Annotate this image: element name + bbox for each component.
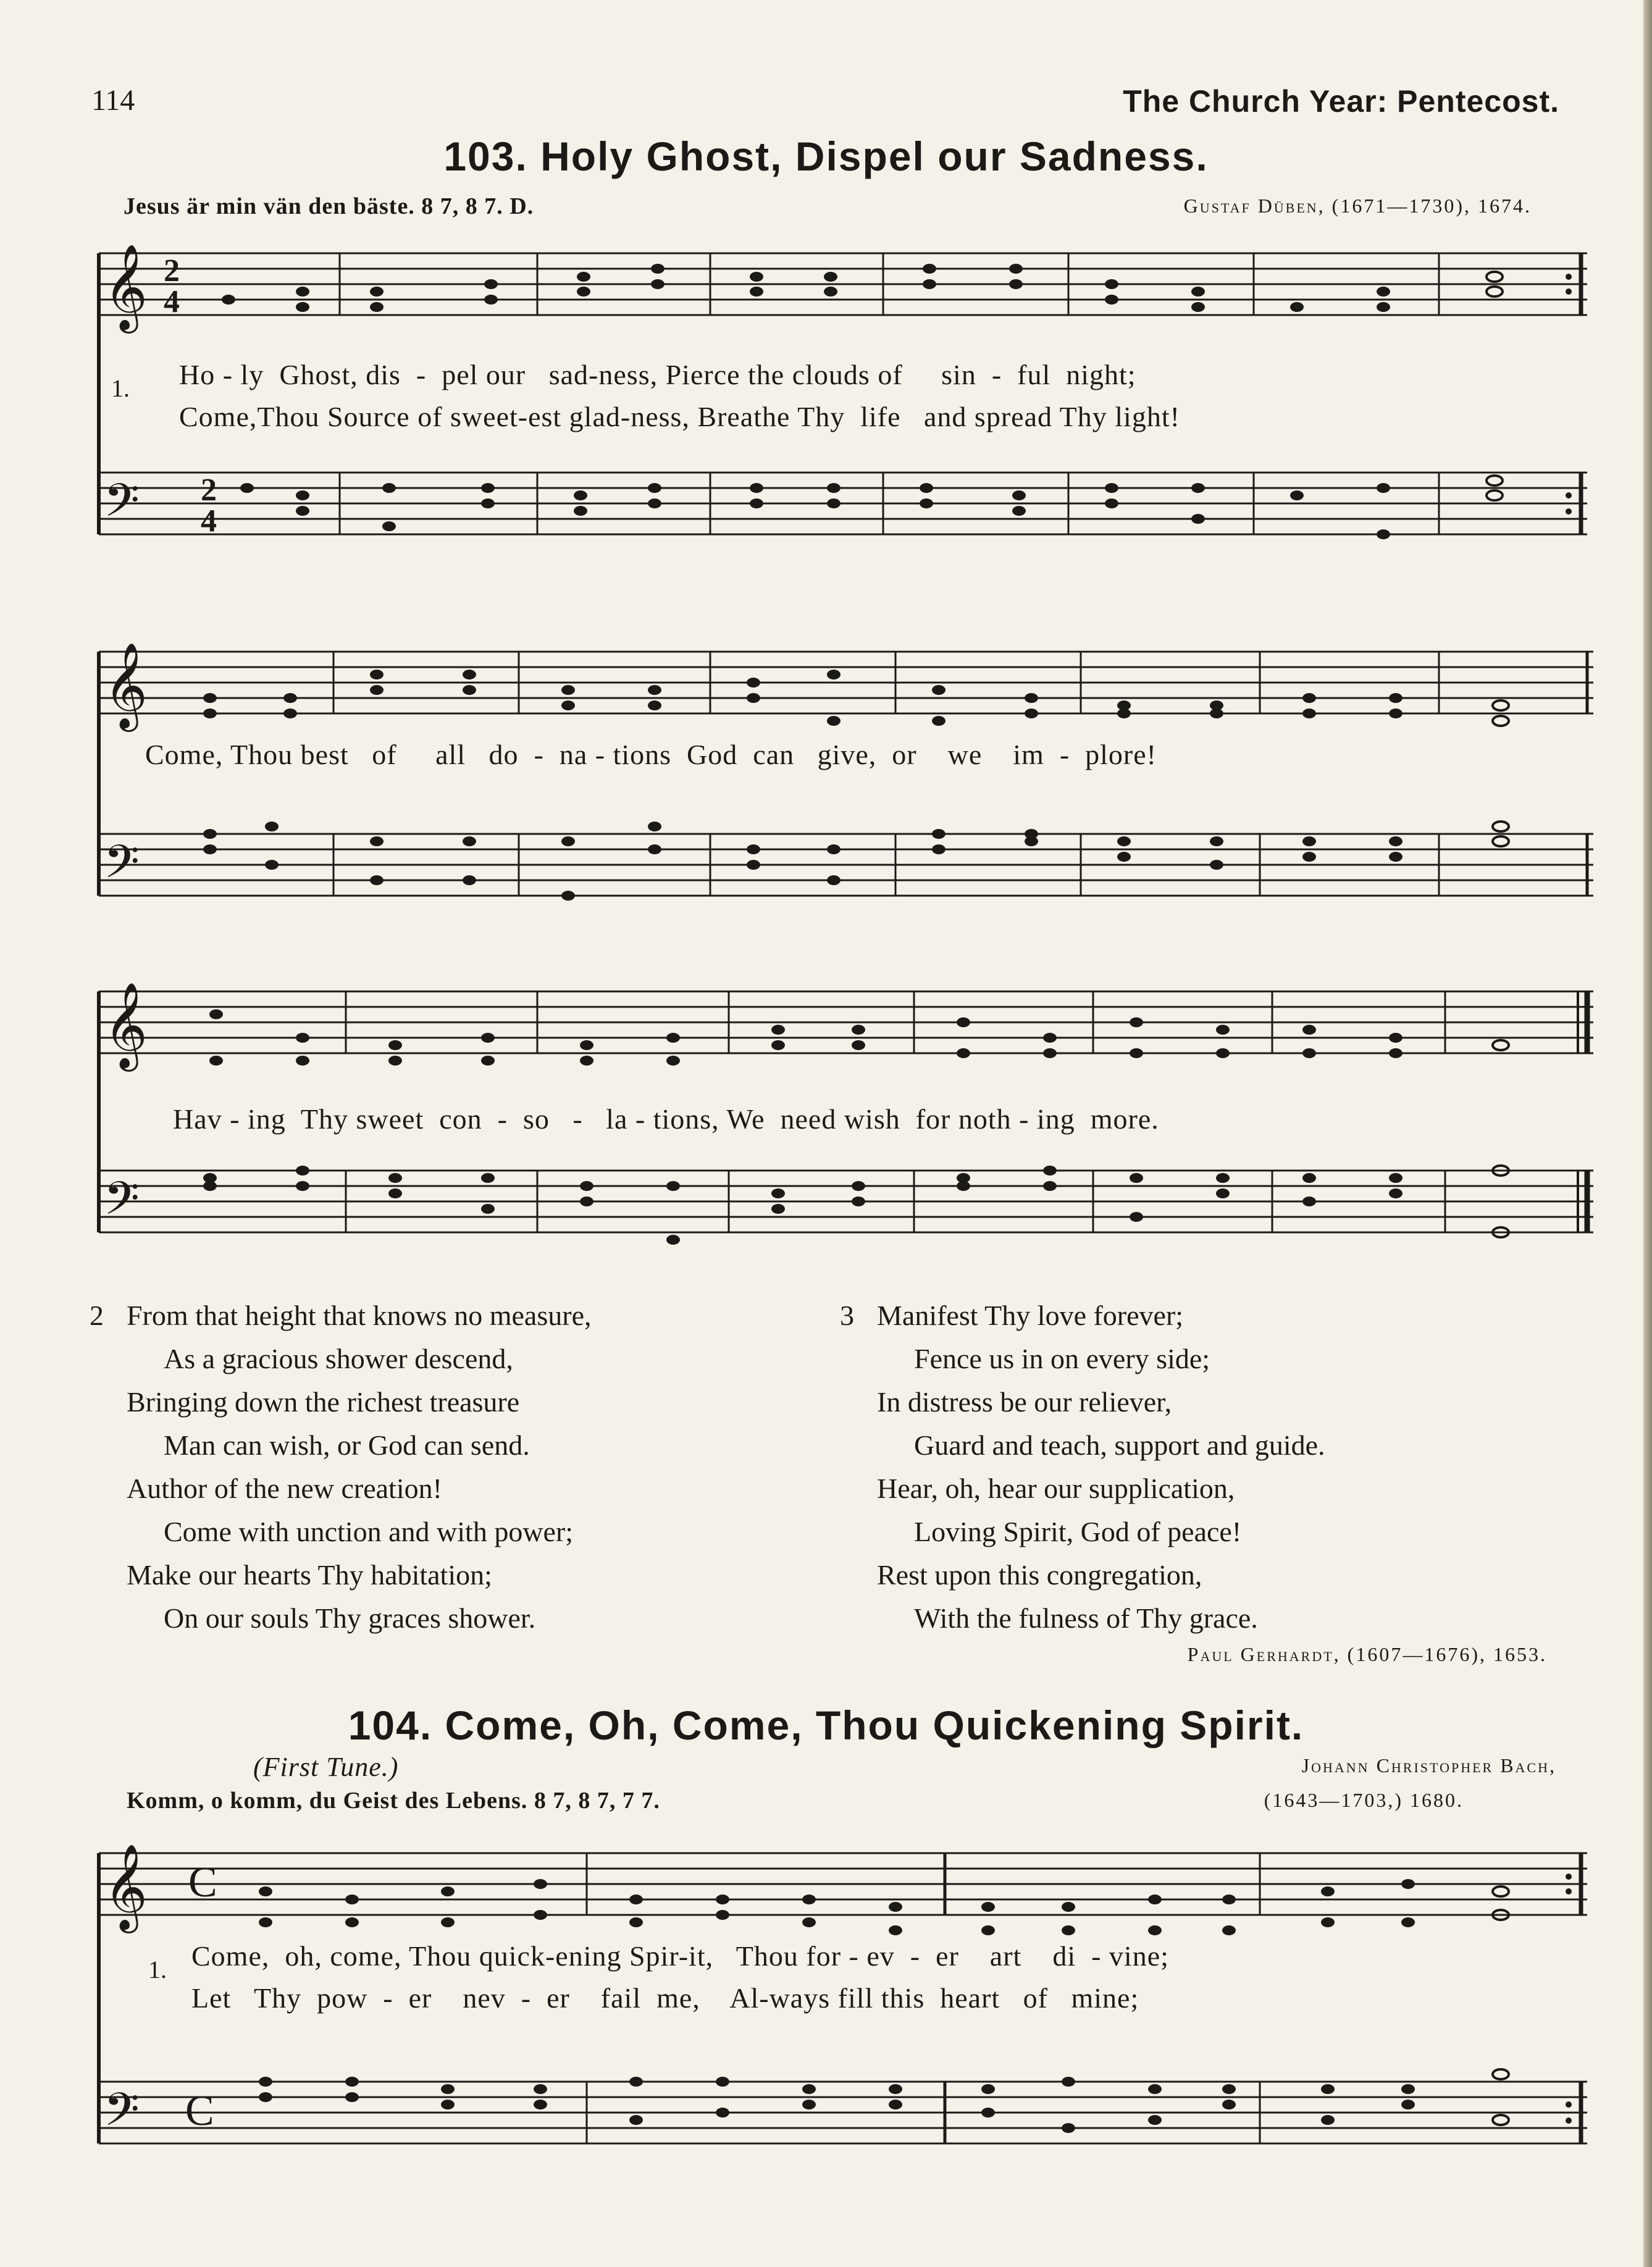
svg-text:2: 2 [201, 473, 217, 508]
stanza-2-line: Make our hearts Thy habitation; [127, 1559, 492, 1591]
stanza-3-line: Rest upon this congregation, [877, 1559, 1202, 1591]
stanza-3-number: 3 [840, 1300, 854, 1331]
svg-text:4: 4 [164, 284, 180, 319]
hymn-103-composer: Gustaf Düben, (1671—1730), 1674. [1183, 195, 1532, 217]
hymn-103-stanza-3 [840, 1294, 1325, 1640]
stanza-3-line: Guard and teach, support and guide. [914, 1429, 1325, 1461]
page-number: 114 [91, 84, 135, 117]
hymn-104-verse-number: 1. [148, 1956, 167, 1983]
hymn-104-tune: Komm, o komm, du Geist des Lebens. 8 7, 8 7, 7 7. [127, 1788, 660, 1814]
music-system-4 [86, 1828, 1593, 2174]
treble-notes [222, 264, 1503, 312]
hymn-103-verse-number: 1. [111, 374, 130, 402]
svg-text:𝄢: 𝄢 [104, 474, 140, 539]
hymn-103-tune: Jesus är min vän den bäste. 8 7, 8 7. D. [124, 193, 534, 219]
svg-text:4: 4 [201, 503, 217, 539]
hymn-104-title: 104. Come, Oh, Come, Thou Quickening Spirit. [348, 1702, 1304, 1748]
svg-text:C: C [185, 2087, 214, 2135]
staff-system-2 [86, 624, 1593, 970]
svg-text:𝄞: 𝄞 [104, 642, 148, 728]
svg-text:𝄢: 𝄢 [104, 2083, 140, 2148]
bass-notes [240, 476, 1503, 539]
stanza-3-line: Loving Spirit, God of peace! [914, 1516, 1242, 1547]
running-head: The Church Year: Pentecost. [1123, 84, 1559, 119]
hymn-103-lyric-line-2: Come,Thou Source of sweet-est glad-ness, Breathe Thy life and spread Thy light! [179, 401, 1180, 432]
stanza-2-line: Bringing down the richest treasure [127, 1386, 520, 1418]
stanza-2-line: Man can wish, or God can send. [164, 1429, 530, 1461]
hymn-103-lyric-line-3: Come, Thou best of all do - na - tions God can give, or we im - plore! [145, 739, 1157, 770]
hymn-103-title: 103. Holy Ghost, Dispel our Sadness. [443, 133, 1209, 179]
stanza-2-line: Come with unction and with power; [164, 1516, 574, 1547]
hymn-103-lyric-line-4: Hav - ing Thy sweet con - so - la - tions, We need wish for noth - ing more. [173, 1103, 1159, 1135]
stanza-2-line: From that height that knows no measure, [127, 1300, 592, 1331]
stanza-3-line: Fence us in on every side; [914, 1343, 1210, 1374]
stanza-3-line: Hear, oh, hear our supplication, [877, 1473, 1235, 1504]
stanza-3-line: In distress be our reliever, [877, 1386, 1172, 1418]
stanza-2-number: 2 [90, 1300, 104, 1331]
svg-text:C: C [188, 1859, 217, 1906]
page-edge [1643, 0, 1652, 2267]
staff-system-3 [86, 964, 1593, 1310]
hymn-104-composer-name: Johann Christopher Bach, [1301, 1754, 1556, 1777]
stanza-2-line: Author of the new creation! [127, 1473, 442, 1504]
stanza-3-line: With the fulness of Thy grace. [914, 1602, 1258, 1634]
svg-text:𝄢: 𝄢 [104, 835, 140, 900]
hymn-103-lyric-line-1: Ho - ly Ghost, dis - pel our sad-ness, Pierce the clouds of sin - ful night; [179, 359, 1136, 390]
svg-text:𝄢: 𝄢 [104, 1172, 140, 1237]
stanza-3-line: Manifest Thy love forever; [877, 1300, 1184, 1331]
hymn-104-subtitle: (First Tune.) [253, 1752, 399, 1782]
music-system-1 [86, 235, 1593, 581]
svg-text:𝄞: 𝄞 [104, 1844, 148, 1930]
hymn-103-stanza-2 [90, 1294, 592, 1640]
svg-text:𝄞: 𝄞 [104, 982, 148, 1068]
stanza-2-line: As a gracious shower descend, [164, 1343, 513, 1374]
stanza-2-line: On our souls Thy graces shower. [164, 1602, 536, 1634]
music-system-3 [86, 964, 1593, 1310]
hymn-103-author: Paul Gerhardt, (1607—1676), 1653. [1187, 1643, 1547, 1665]
hymn-104-lyric-line-2: Let Thy pow - er nev - er fail me, Al-ways fill this heart of mine; [191, 1982, 1139, 2014]
svg-text:𝄞: 𝄞 [104, 244, 148, 330]
svg-text:2: 2 [164, 253, 180, 288]
hymn-104-composer-dates: (1643—1703,) 1680. [1264, 1789, 1464, 1811]
hymn-104-lyric-line-1: Come, oh, come, Thou quick-ening Spir-it, Thou for - ev - er art di - vine; [191, 1940, 1169, 1972]
music-system-2 [86, 624, 1593, 970]
